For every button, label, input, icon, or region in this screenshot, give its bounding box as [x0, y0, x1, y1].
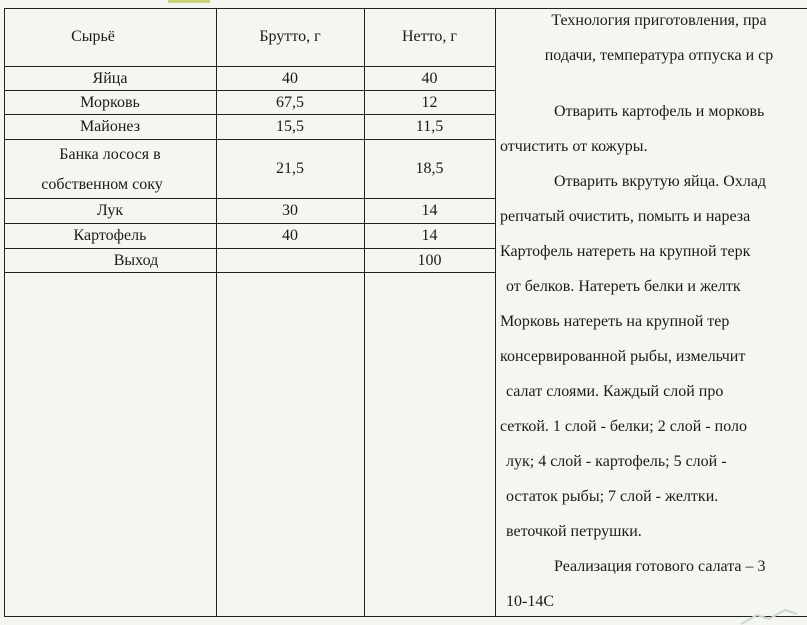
- row-6-net: 14: [421, 227, 438, 245]
- header-technology-line-2: подачи, температура отпуска и ср: [544, 47, 774, 64]
- tech-line: салат слоями. Каждый слой про: [506, 383, 724, 400]
- row-5-net: 14: [421, 202, 438, 220]
- row-4-name-line-2: собственном соку: [41, 176, 163, 194]
- tech-line: 10-14С: [506, 593, 554, 610]
- row-5-name: Лук: [96, 202, 124, 220]
- header-technology-line-1: Технология приготовления, пра: [551, 12, 767, 29]
- tech-line: остаток рыбы; 7 слой - желтки.: [506, 488, 719, 505]
- output-label: Выход: [113, 251, 159, 269]
- tech-line: репчатый очистить, помыть и нареза: [500, 208, 751, 225]
- tech-line: веточкой петрушки.: [506, 523, 642, 540]
- technology-text: [500, 94, 807, 619]
- output-net: 100: [417, 251, 442, 269]
- row-4-gross: 21,5: [276, 160, 304, 178]
- row-5-gross: 30: [282, 202, 298, 220]
- row-1-net: 40: [421, 69, 438, 87]
- row-3-gross: 15,5: [276, 118, 304, 136]
- tech-line: Морковь натереть на крупной тер: [500, 313, 730, 330]
- row-4-name-line-1: Банка лосося в: [59, 146, 161, 164]
- row-1-gross: 40: [282, 69, 298, 87]
- table-col-divider-3: [495, 8, 496, 617]
- row-6-gross: 40: [282, 227, 298, 245]
- header-net: Нетто, г: [402, 28, 457, 46]
- tech-line: Реализация готового салата – 3: [554, 558, 766, 575]
- decorative-corner-mark: [739, 607, 799, 625]
- tech-line: Картофель натереть на крупной терк: [500, 243, 751, 260]
- row-6-name: Картофель: [73, 227, 147, 245]
- tech-line: консервированной рыбы, измельчит: [500, 348, 746, 365]
- tech-line: сеткой. 1 слой - белки; 2 слой - поло: [500, 418, 747, 435]
- header-gross: Брутто, г: [259, 28, 321, 46]
- tech-line: отчистить от кожуры.: [500, 138, 648, 155]
- header-raw: Сырьё: [71, 28, 115, 46]
- row-3-net: 11,5: [415, 118, 444, 136]
- tech-line: лук; 4 слой - картофель; 5 слой -: [506, 453, 727, 470]
- row-2-name: Морковь: [80, 93, 140, 111]
- row-3-name: Майонез: [79, 118, 141, 136]
- tech-line: Отварить вкрутую яйца. Охлад: [554, 173, 767, 190]
- row-4-net: 18,5: [415, 160, 444, 178]
- tech-line: Отварить картофель и морковь: [554, 103, 765, 120]
- row-2-net: 12: [421, 93, 438, 111]
- row-1-name: Яйца: [92, 69, 128, 87]
- row-2-gross: 67,5: [276, 93, 304, 111]
- decorative-accent-bar: [168, 0, 210, 3]
- recipe-table: [4, 8, 807, 617]
- header-technology: [499, 8, 807, 66]
- tech-line: от белков. Натереть белки и желтк: [506, 278, 741, 295]
- row-line-7: [4, 272, 495, 273]
